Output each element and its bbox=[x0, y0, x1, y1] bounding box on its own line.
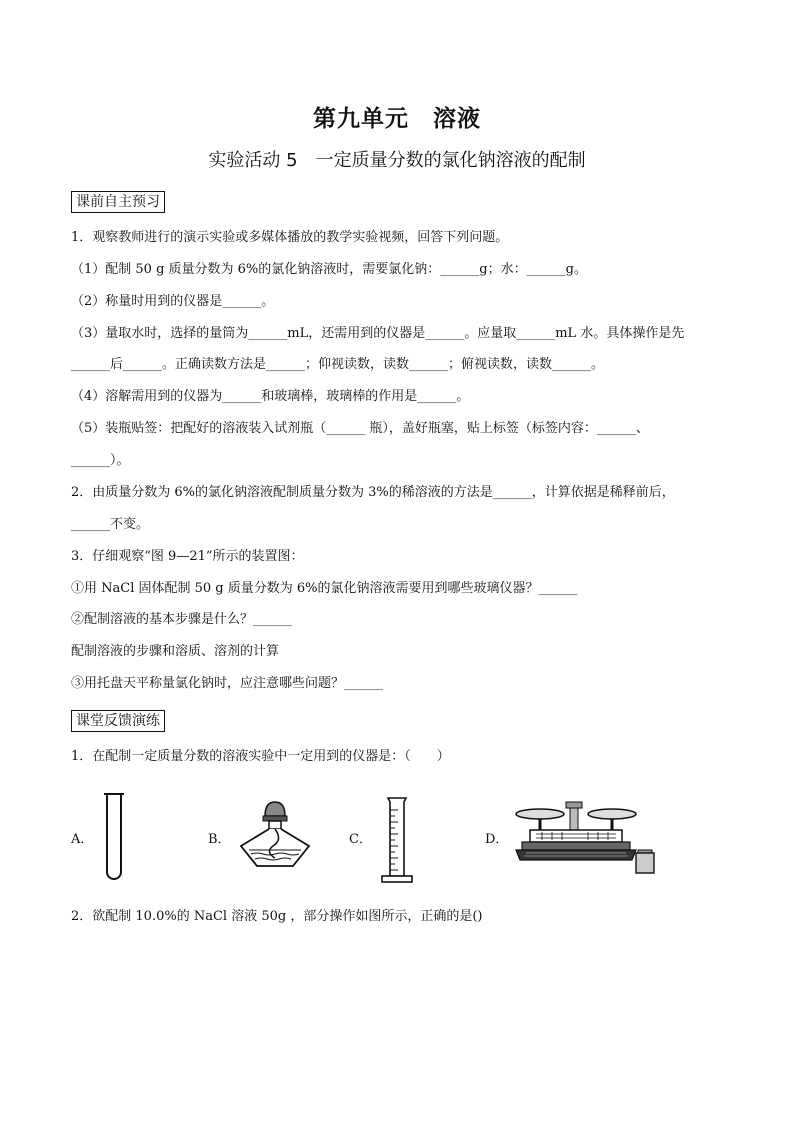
preview-line: ③用托盘天平称量氯化钠时，应注意哪些问题？______ bbox=[71, 676, 384, 691]
preview-line: （4）溶解需用到的仪器为______和玻璃棒，玻璃棒的作用是______。 bbox=[71, 389, 470, 404]
question-1: 1．在配制一定质量分数的溶液实验中一定用到的仪器是：（ ） bbox=[71, 749, 450, 764]
preview-line: ______）。 bbox=[71, 453, 130, 468]
preview-line: 1．观察教师进行的演示实验或多媒体播放的教学实验视频，回答下列问题。 bbox=[71, 230, 509, 245]
unit-title: 第九单元 溶液 bbox=[313, 106, 481, 132]
question-2: 2．欲配制 10.0%的 NaCl 溶液 50g ，部分操作如图所示，正确的是() bbox=[71, 909, 483, 924]
preview-line: ______不变。 bbox=[71, 517, 150, 532]
section-label-preview: 课前自主预习 bbox=[71, 191, 165, 213]
section-label-practice: 课堂反馈演练 bbox=[71, 710, 165, 732]
preview-line: 配制溶液的步骤和溶质、溶剂的计算 bbox=[71, 644, 280, 659]
choice-c-label: C． bbox=[349, 832, 372, 847]
alcohol-lamp-icon bbox=[235, 798, 315, 868]
activity-subtitle: 实验活动 5 一定质量分数的氯化钠溶液的配制 bbox=[208, 150, 586, 171]
preview-line: （2）称量时用到的仪器是______。 bbox=[71, 294, 275, 309]
preview-line: 2．由质量分数为 6%的氯化钠溶液配制质量分数为 3%的稀溶液的方法是______，计算依据是稀释前后， bbox=[71, 485, 675, 500]
balance-icon bbox=[512, 798, 660, 880]
preview-line: （1）配制 50 g 质量分数为 6%的氯化钠溶液时，需要氯化钠：______g；水：______g。 bbox=[71, 262, 587, 277]
choice-b-label: B． bbox=[208, 832, 231, 847]
preview-line: ______后______。正确读数方法是______；仰视读数，读数______；俯视读数，读数______。 bbox=[71, 357, 605, 372]
test-tube-icon bbox=[100, 790, 128, 886]
preview-line: （5）装瓶贴签：把配好的溶液装入试剂瓶（______ 瓶），盖好瓶塞，贴上标签（标签内容：______、 bbox=[71, 421, 649, 436]
choice-d-label: D． bbox=[485, 832, 509, 847]
preview-line: ②配制溶液的基本步骤是什么？______ bbox=[71, 612, 293, 627]
preview-line: ①用 NaCl 固体配制 50 g 质量分数为 6%的氯化钠溶液需要用到哪些玻璃仪器？______ bbox=[71, 581, 578, 596]
preview-line: 3．仔细观察“图 9—21”所示的装置图： bbox=[71, 549, 304, 564]
preview-line: （3）量取水时，选择的量筒为______mL，还需用到的仪器是______。应量取______mL 水。具体操作是先 bbox=[71, 326, 685, 341]
graduated-cylinder-icon bbox=[378, 794, 418, 886]
choice-a-label: A． bbox=[71, 832, 94, 847]
